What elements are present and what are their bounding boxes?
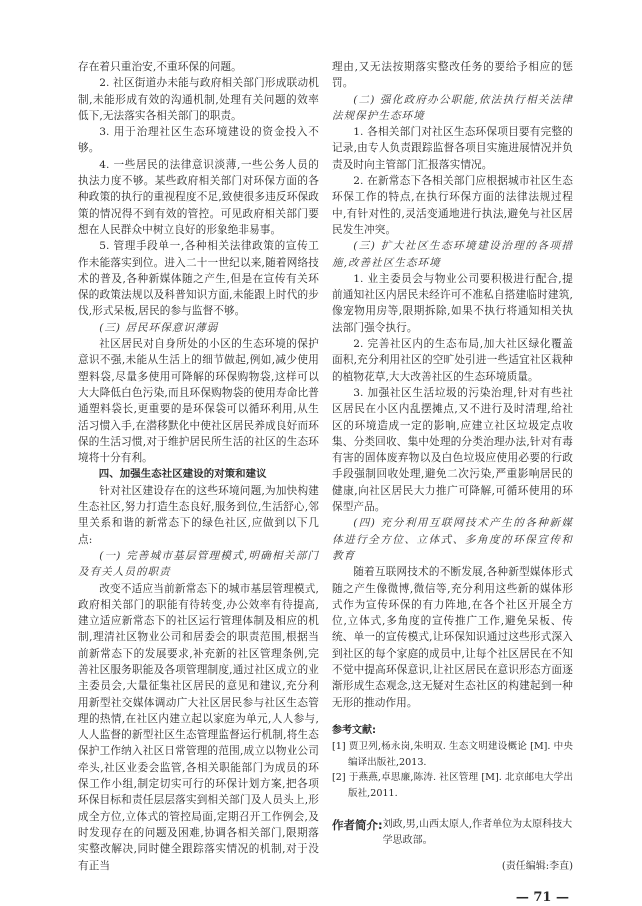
paragraph: 存在着只重治安,不重环保的问题。 <box>78 61 242 73</box>
paragraph: 1. 业主委员会与物业公司要积极进行配合,提前通知社区内居民未经许可不准私自搭建临时建筑,像宠物用房等,限期拆除,如果不执行将通知相关执法部门强令执行。 <box>332 272 573 334</box>
paragraph: 针对社区建设存在的这些环境问题,为加快构建生态社区,努力打造生态良好,服务到位,生活舒心,邻里关系和谐的新常态下的绿色社区,应做到以下几点: <box>78 484 319 546</box>
reference-item: [2] 于燕燕,卓思廉,陈涛. 社区管理 [M]. 北京邮电大学出版社,2011. <box>332 772 573 799</box>
paragraph: 4. 一些居民的法律意识淡薄,一些公务人员的执法力度不够。某些政府相关部门对环保方面的各种政策的执行的重视程度不足,致使很多违反环保政策的情况得不到有效的管控。可见政府相关部门要想在人民群众中树立良好的形象绝非易事。 <box>78 158 319 236</box>
subheading: (一) 完善城市基层管理模式,明确相关部门及有关人员的职责 <box>78 549 319 579</box>
reference-item: [1] 贾卫列,杨永岗,朱明双. 生态文明建设概论 [M]. 中央编译出版社,2013. <box>332 741 573 768</box>
paragraph: 2. 社区街道办未能与政府相关部门形成联动机制,未能形成有效的沟通机制,处理有关问题的效率低下,无法落实各相关部门的职责。 <box>78 77 319 122</box>
paragraph: 2. 在新常态下各相关部门应根据城市社区生态环保工作的特点,在执行环保方面的法律法规过程中,有针对性的,灵活变通地进行执法,避免与社区居民发生冲突。 <box>332 175 573 236</box>
paragraph: 随着互联网技术的不断发展,各种新型媒体形式随之产生像微博,微信等,充分利用这些新的媒体形式作为宣传环保的有力阵地,在各个社区开展全方位,立体式,多角度的宣传推广工作,避免呆板、传统、单一的宣传模式,让环保知识通过这些形式深入到社区的每个家庭的成员中,让每个社区居民在不知不觉中提高环保意识,让社区居民在意识形态方面逐渐形成生态观念,这无疑对生态社区的构建起到一种无形的推动作用。 <box>332 566 573 709</box>
paragraph: 2. 完善社区内的生态布局,加大社区绿化覆盖面积,充分利用社区的空旷处引进一些适宜社区栽种的植物花草,大大改善社区的生态环境质量。 <box>332 338 573 383</box>
paragraph: 5. 管理手段单一,各种相关法律政策的宣传工作未能落实到位。进入二十一世纪以来,随着网络技术的普及,各种新媒体随之产生,但是在宣传有关环保的政策法规以及科普知识方面,未能跟上时代的步伐,形式呆板,居民的参与监督不够。 <box>78 240 319 318</box>
paragraph: 改变不适应当前新常态下的城市基层管理模式,政府相关部门的职能有待转变,办公效率有待提高,建立适应新常态下的社区运行管理体制及相应的机制,理清社区物业公司和居委会的职责范围,根据当前新常态下的发展要求,补充新的社区管理条例,完善社区服务职能及各项管理制度,通过社区成立的业主委员会,大量征集社区居民的意见和建议,充分利用新型社交媒体调动广大社区居民参与社区生态管理的热情,在社区内建立起以家庭为单元,人人参与,人人监督的新型社区生态管理监督运行机制,将生态保护工作纳入社区日常管理的范围,成立以物业公司牵头,社区业委会监管,各相关职能部门为成员的环保工作小组,制定切实可行的环保计划方案,把各项环保目标和责任层层落实到相关部门及人员头上,形成全方位,立体式的管控局面,定期召开工作例会,及时发现存在的问题及困难,协调各相关部门,限期落实整改解决,同时健全跟踪落实情况的机制,对于没有正当 <box>78 582 319 872</box>
paragraph: 社区居民对自身所处的小区的生态环境的保护意识不强,未能从生活上的细节做起,例如,减少使用塑料袋,尽量多使用可降解的环保购物袋,这样可以大大降低白色污染,而且环保购物袋的使用寿命比普通塑料袋长,更重要的是环保袋可以循环利用,从生活习惯入手,在潜移默化中使社区居民养成良好而环保的生活习惯,对于维护居民所生活的社区的生态环境将十分有利。 <box>78 338 319 465</box>
author-bio-text: 刘政,男,山西太原人,作者单位为太原科技大学思政部。 <box>382 819 573 847</box>
subheading: (三) 扩大社区生态环境建设治理的各项措施,改善社区生态环境 <box>332 240 573 269</box>
subheading: (二) 强化政府办公职能,依法执行相关法律法规保护生态环境 <box>332 93 573 122</box>
references-heading: 参考文献: <box>332 724 376 736</box>
responsible-editor: (责任编辑:李直) <box>501 861 573 873</box>
right-column <box>332 59 573 906</box>
author-bio-label: 作者简介: <box>332 818 383 833</box>
subheading: (三) 居民环保意识薄弱 <box>99 321 219 334</box>
paragraph: 3. 加强社区生活垃圾的污染治理,针对有些社区居民在小区内乱摆摊点,又不进行及时清理,给社区的环境造成一定的影响,应建立社区垃圾定点收集、分类回收、集中处理的分类治理办法,针对有毒有害的固体废弃物以及白色垃圾应使用必要的行政手段强制回收处理,避免二次污染,严重影响居民的健康,向社区居民大力推广可降解,可循环使用的环保型产品。 <box>332 386 573 514</box>
references <box>332 723 573 802</box>
left-column <box>78 59 319 874</box>
paragraph: 理由,又无法按期落实整改任务的要给予相应的惩罚。 <box>332 61 573 90</box>
author-bio <box>332 817 573 849</box>
paragraph: 3. 用于治理社区生态环境建设的资金投入不够。 <box>78 126 319 155</box>
section-heading: 四、加强生态社区建设的对策和建议 <box>98 468 267 481</box>
paragraph: 1. 各相关部门对社区生态环保项目要有完整的记录,由专人负责跟踪监督各项目实施进展情况并负责及时向主管部门汇报落实情况。 <box>332 126 573 171</box>
subheading: (四) 充分利用互联网技术产生的各种新媒体进行全方位、立体式、多角度的环保宣传和教育 <box>332 517 573 562</box>
page-number: — 71 — <box>515 889 569 905</box>
